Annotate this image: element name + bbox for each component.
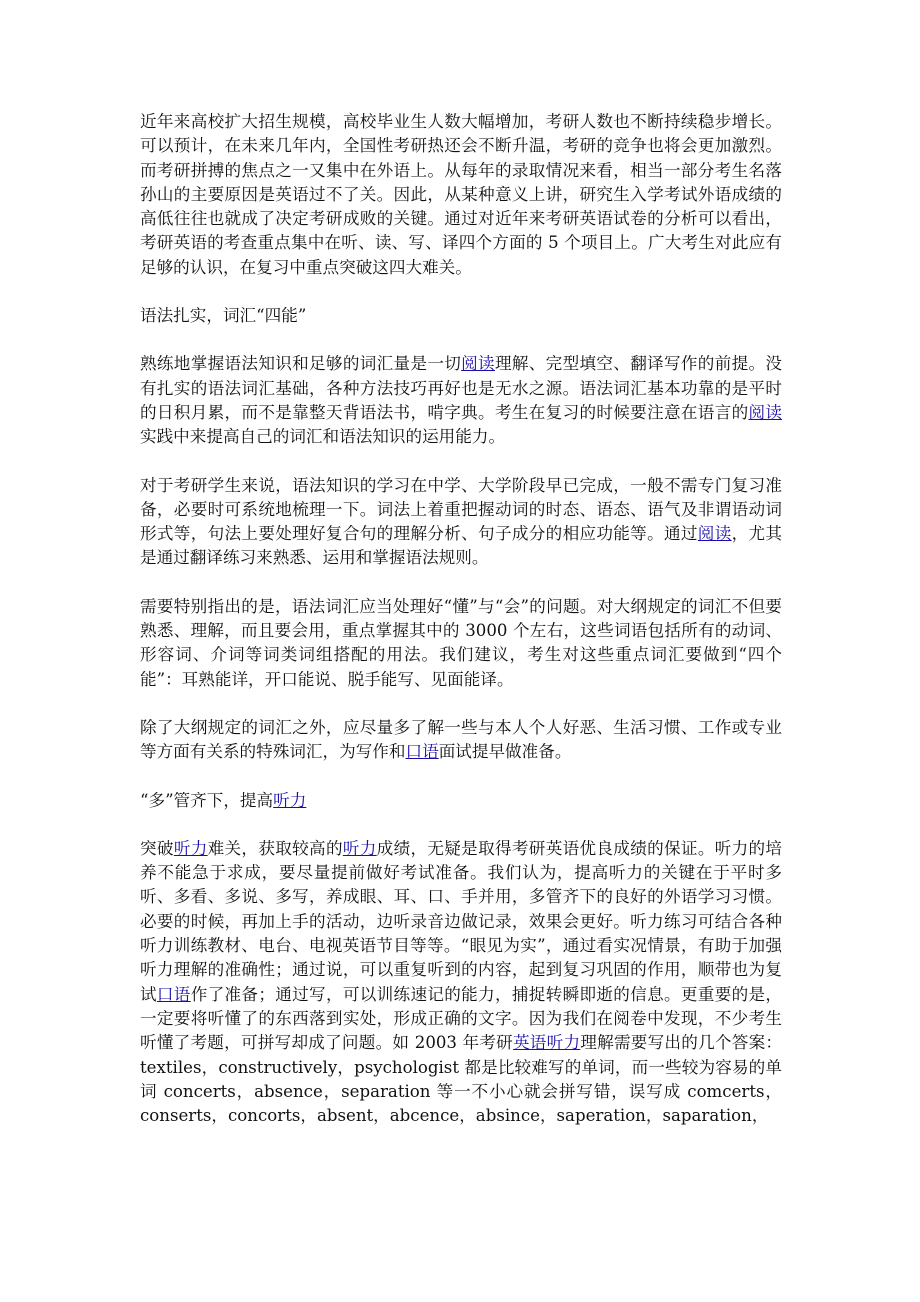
inline-link[interactable]: 英语听力 [512, 1033, 581, 1053]
paragraph [140, 716, 782, 765]
inline-link[interactable]: 口语 [405, 742, 439, 762]
paragraph [140, 110, 782, 280]
paragraph [140, 352, 782, 449]
text-run: 需要特别指出的是，语法词汇应当处理好“懂”与“会”的问题。对大纲规定的词汇不但要熟悉、理解，而且要会用，重点掌握其中的 3000 个左右，这些词语包括所有的动词、形容词、介词等词类词组搭配的用法。我们建议，考生对这些重点词汇要做到“四个能”：耳熟能详，开口能说、脱手能写、见面能译。 [140, 596, 782, 689]
inline-link[interactable]: 听力 [273, 790, 307, 810]
text-run: 理解、完型填空、翻译写作的前提。没有扎实的语法词汇基础，各种方法技巧再好也是无水之源。语法词汇基本功靠的是平时的日积月累，而不是靠整天背语法书，啃字典。考生在复习的时候要注意在语言的 [140, 354, 783, 422]
text-run: 语法扎实，词汇“四能” [140, 306, 307, 326]
text-run: 实践中来提高自己的词汇和语法知识的运用能力。 [140, 427, 506, 447]
inline-link[interactable]: 听力 [342, 838, 377, 858]
section-heading [140, 789, 782, 813]
article-body [140, 110, 782, 1152]
text-run: 熟练地掌握语法知识和足够的词汇量是一切 [140, 354, 462, 374]
text-run: 理解需要写出的几个答案：textiles，constructively，psychologist 都是比较难写的单词，而一些较为容易的单词 concerts，absence，separation 等一不小心就会拼写错，误写成 comcerts，conserts，concorts，absent，abcence，absince，saperation，saparation， [140, 1033, 782, 1126]
paragraph [140, 837, 782, 1129]
inline-link[interactable]: 口语 [156, 984, 191, 1004]
text-run: 难关，获取较高的 [207, 838, 343, 858]
section-heading [140, 304, 782, 328]
text-run: 面试提早做准备。 [438, 742, 572, 762]
inline-link[interactable]: 阅读 [748, 402, 783, 422]
paragraph [140, 474, 782, 571]
inline-link[interactable]: 听力 [173, 838, 208, 858]
text-run: “多”管齐下，提高 [140, 790, 274, 810]
text-run: 近年来高校扩大招生规模，高校毕业生人数大幅增加，考研人数也不断持续稳步增长。可以预计，在未来几年内，全国性考研热还会不断升温，考研的竞争也将会更加激烈。而考研拼搏的焦点之一又集中在外语上。从每年的录取情况来看，相当一部分考生名落孙山的主要原因是英语过不了关。因此，从某种意义上讲，研究生入学考试外语成绩的高低往往也就成了决定考研成败的关键。通过对近年来考研英语试卷的分析可以看出，考研英语的考查重点集中在听、读、写、译四个方面的 5 个项目上。广大考生对此应有足够的认识，在复习中重点突破这四大难关。 [140, 112, 782, 277]
text-run: 除了大纲规定的词汇之外，应尽量多了解一些与本人个人好恶、生活习惯、工作或专业等方面有关系的特殊词汇，为写作和 [140, 717, 782, 762]
inline-link[interactable]: 阅读 [461, 354, 495, 374]
text-run: 成绩，无疑是取得考研英语优良成绩的保证。听力的培养不能急于求成，要尽量提前做好考试准备。我们认为，提高听力的关键在于平时多听、多看、多说、多写，养成眼、耳、口、手并用，多管齐下的良好的外语学习习惯。必要的时候，再加上手的活动，边听录音边做记录，效果会更好。听力练习可结合各种听力训练教材、电台、电视英语节目等等。“眼见为实”，通过看实况情景，有助于加强听力理解的准确性；通过说，可以重复听到的内容，起到复习巩固的作用，顺带也为复试 [140, 838, 783, 1004]
text-run: 作了准备；通过写，可以训练速记的能力，捕捉转瞬即逝的信息。更重要的是，一定要将听懂了的东西落到实处，形成正确的文字。因为我们在阅卷中发现，不少考生听懂了考题，可拼写却成了问题。如 2003 年考研 [140, 984, 783, 1053]
paragraph [140, 595, 782, 692]
text-run: 突破 [140, 838, 174, 858]
inline-link[interactable]: 阅读 [697, 524, 732, 544]
text-run: ，尤其是通过翻译练习来熟悉、运用和掌握语法规则。 [140, 524, 783, 568]
text-run: 对于考研学生来说，语法知识的学习在中学、大学阶段早已完成，一般不需专门复习准备，必要时可系统地梳理一下。词法上着重把握动词的时态、语态、语气及非谓语动词形式等，句法上要处理好复合句的理解分析、句子成分的相应功能等。通过 [140, 475, 782, 544]
